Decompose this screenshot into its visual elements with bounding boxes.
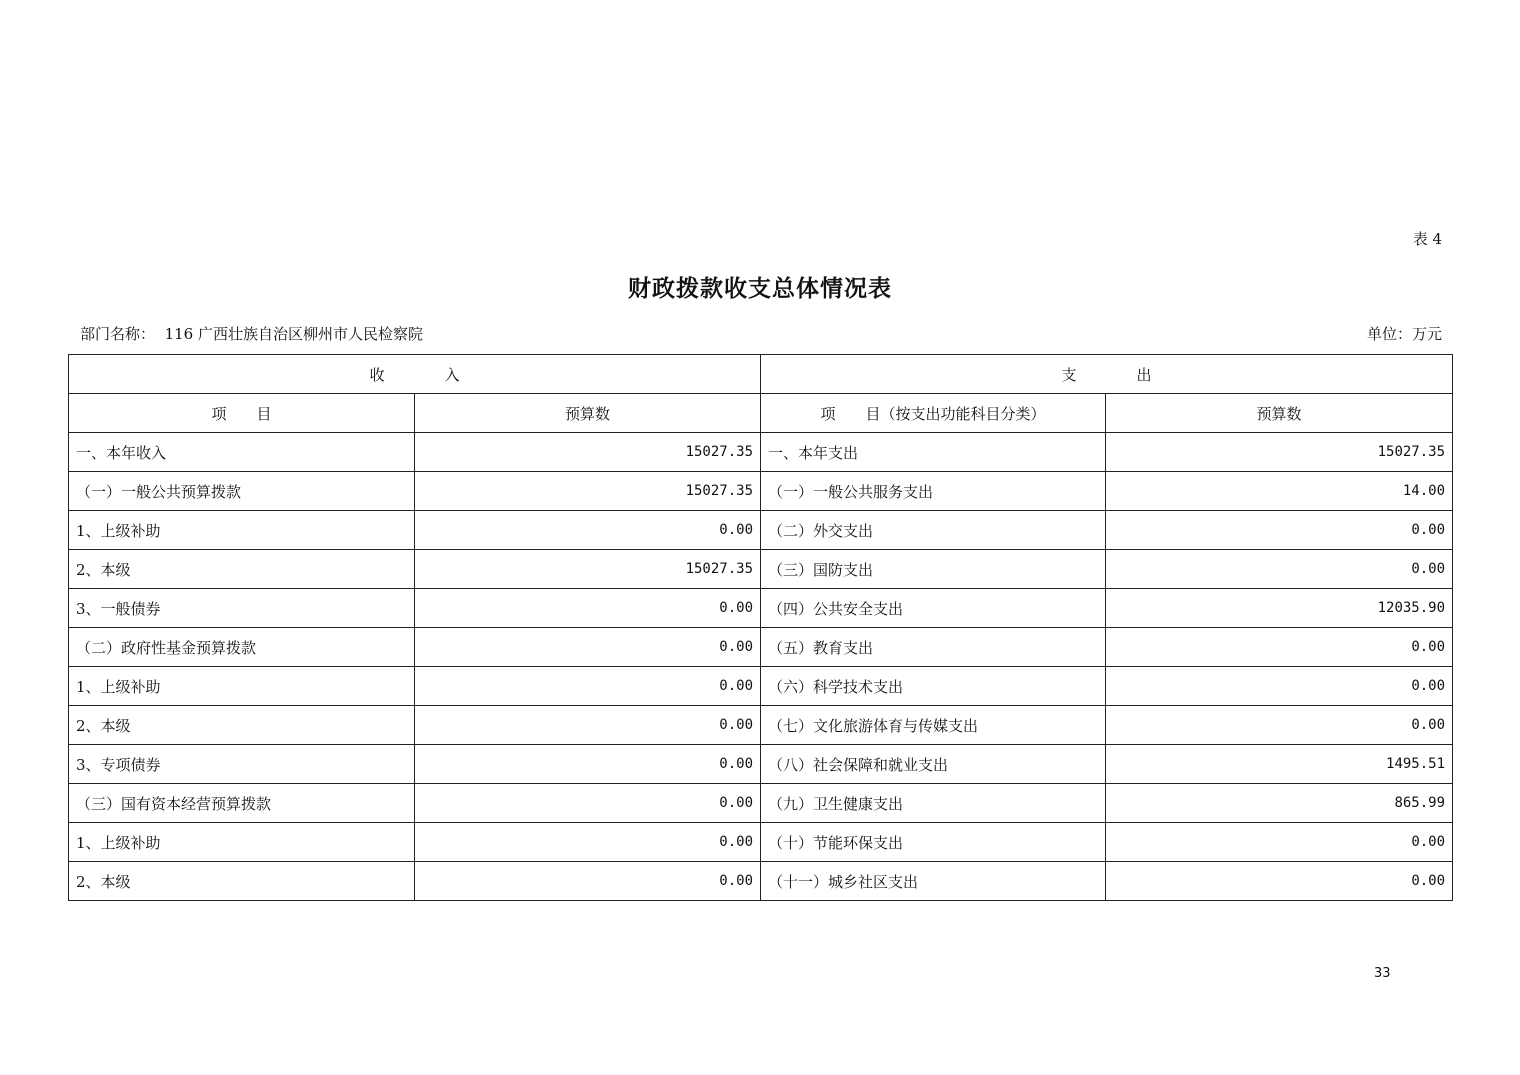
income-amount-cell: 0.00 xyxy=(415,706,761,745)
expense-item-cell: （七）文化旅游体育与传媒支出 xyxy=(761,706,1106,745)
expense-item-cell: （九）卫生健康支出 xyxy=(761,784,1106,823)
expense-amount-cell: 865.99 xyxy=(1106,784,1453,823)
expense-amount-cell: 0.00 xyxy=(1106,667,1453,706)
expense-amount-cell: 0.00 xyxy=(1106,823,1453,862)
expense-amount-cell: 0.00 xyxy=(1106,706,1453,745)
department-value: 116 广西壮族自治区柳州市人民检察院 xyxy=(164,325,423,343)
table-row xyxy=(69,823,1453,862)
income-item-cell: 3、一般债券 xyxy=(69,589,415,628)
expense-item-cell: （十一）城乡社区支出 xyxy=(761,862,1106,901)
department-label: 部门名称： xyxy=(80,325,156,343)
table-number: 表 4 xyxy=(1412,230,1442,248)
income-item-cell: 3、专项债券 xyxy=(69,745,415,784)
expense-item-cell: （八）社会保障和就业支出 xyxy=(761,745,1106,784)
expense-item-header: 项 目（按支出功能科目分类） xyxy=(761,394,1106,433)
expense-item-cell: （一）一般公共服务支出 xyxy=(761,472,1106,511)
income-item-cell: （三）国有资本经营预算拨款 xyxy=(69,784,415,823)
table-row xyxy=(69,550,1453,589)
income-amount-cell: 0.00 xyxy=(415,628,761,667)
department-name xyxy=(80,323,423,344)
income-amount-cell: 0.00 xyxy=(415,823,761,862)
income-item-cell: 2、本级 xyxy=(69,706,415,745)
income-item-cell: （二）政府性基金预算拨款 xyxy=(69,628,415,667)
expense-item-cell: （六）科学技术支出 xyxy=(761,667,1106,706)
expense-amount-header: 预算数 xyxy=(1106,394,1453,433)
income-amount-header: 预算数 xyxy=(415,394,761,433)
expense-amount-cell: 15027.35 xyxy=(1106,433,1453,472)
expense-item-cell: （二）外交支出 xyxy=(761,511,1106,550)
table-row xyxy=(69,784,1453,823)
income-item-cell: （一）一般公共预算拨款 xyxy=(69,472,415,511)
income-amount-cell: 15027.35 xyxy=(415,472,761,511)
section-header-row xyxy=(69,355,1453,394)
table-row xyxy=(69,472,1453,511)
expense-item-cell: （三）国防支出 xyxy=(761,550,1106,589)
table-row xyxy=(69,628,1453,667)
table-row xyxy=(69,433,1453,472)
income-item-cell: 1、上级补助 xyxy=(69,511,415,550)
column-header-row xyxy=(69,394,1453,433)
table-row xyxy=(69,589,1453,628)
finance-table xyxy=(68,354,1453,901)
expense-item-cell: （五）教育支出 xyxy=(761,628,1106,667)
income-amount-cell: 0.00 xyxy=(415,589,761,628)
page-title: 财政拨款收支总体情况表 xyxy=(628,275,892,302)
table-row xyxy=(69,667,1453,706)
table-row xyxy=(69,862,1453,901)
income-item-cell: 2、本级 xyxy=(69,550,415,589)
expense-amount-cell: 0.00 xyxy=(1106,862,1453,901)
page-number: 33 xyxy=(1374,966,1391,981)
table-row xyxy=(69,706,1453,745)
expense-amount-cell: 12035.90 xyxy=(1106,589,1453,628)
income-item-header: 项 目 xyxy=(69,394,415,433)
expense-item-cell: （十）节能环保支出 xyxy=(761,823,1106,862)
income-item-cell: 一、本年收入 xyxy=(69,433,415,472)
income-item-cell: 2、本级 xyxy=(69,862,415,901)
expense-amount-cell: 0.00 xyxy=(1106,550,1453,589)
income-amount-cell: 0.00 xyxy=(415,784,761,823)
expense-item-cell: 一、本年支出 xyxy=(761,433,1106,472)
income-amount-cell: 15027.35 xyxy=(415,433,761,472)
income-amount-cell: 0.00 xyxy=(415,862,761,901)
income-amount-cell: 0.00 xyxy=(415,667,761,706)
income-item-cell: 1、上级补助 xyxy=(69,823,415,862)
table-row xyxy=(69,745,1453,784)
expense-amount-cell: 1495.51 xyxy=(1106,745,1453,784)
expense-item-cell: （四）公共安全支出 xyxy=(761,589,1106,628)
income-amount-cell: 0.00 xyxy=(415,511,761,550)
expense-amount-cell: 14.00 xyxy=(1106,472,1453,511)
income-amount-cell: 15027.35 xyxy=(415,550,761,589)
expense-amount-cell: 0.00 xyxy=(1106,628,1453,667)
income-item-cell: 1、上级补助 xyxy=(69,667,415,706)
income-section-header: 收 入 xyxy=(69,355,761,394)
unit-label: 单位：万元 xyxy=(1366,325,1442,343)
expense-section-header: 支 出 xyxy=(761,355,1453,394)
table-row xyxy=(69,511,1453,550)
income-amount-cell: 0.00 xyxy=(415,745,761,784)
expense-amount-cell: 0.00 xyxy=(1106,511,1453,550)
